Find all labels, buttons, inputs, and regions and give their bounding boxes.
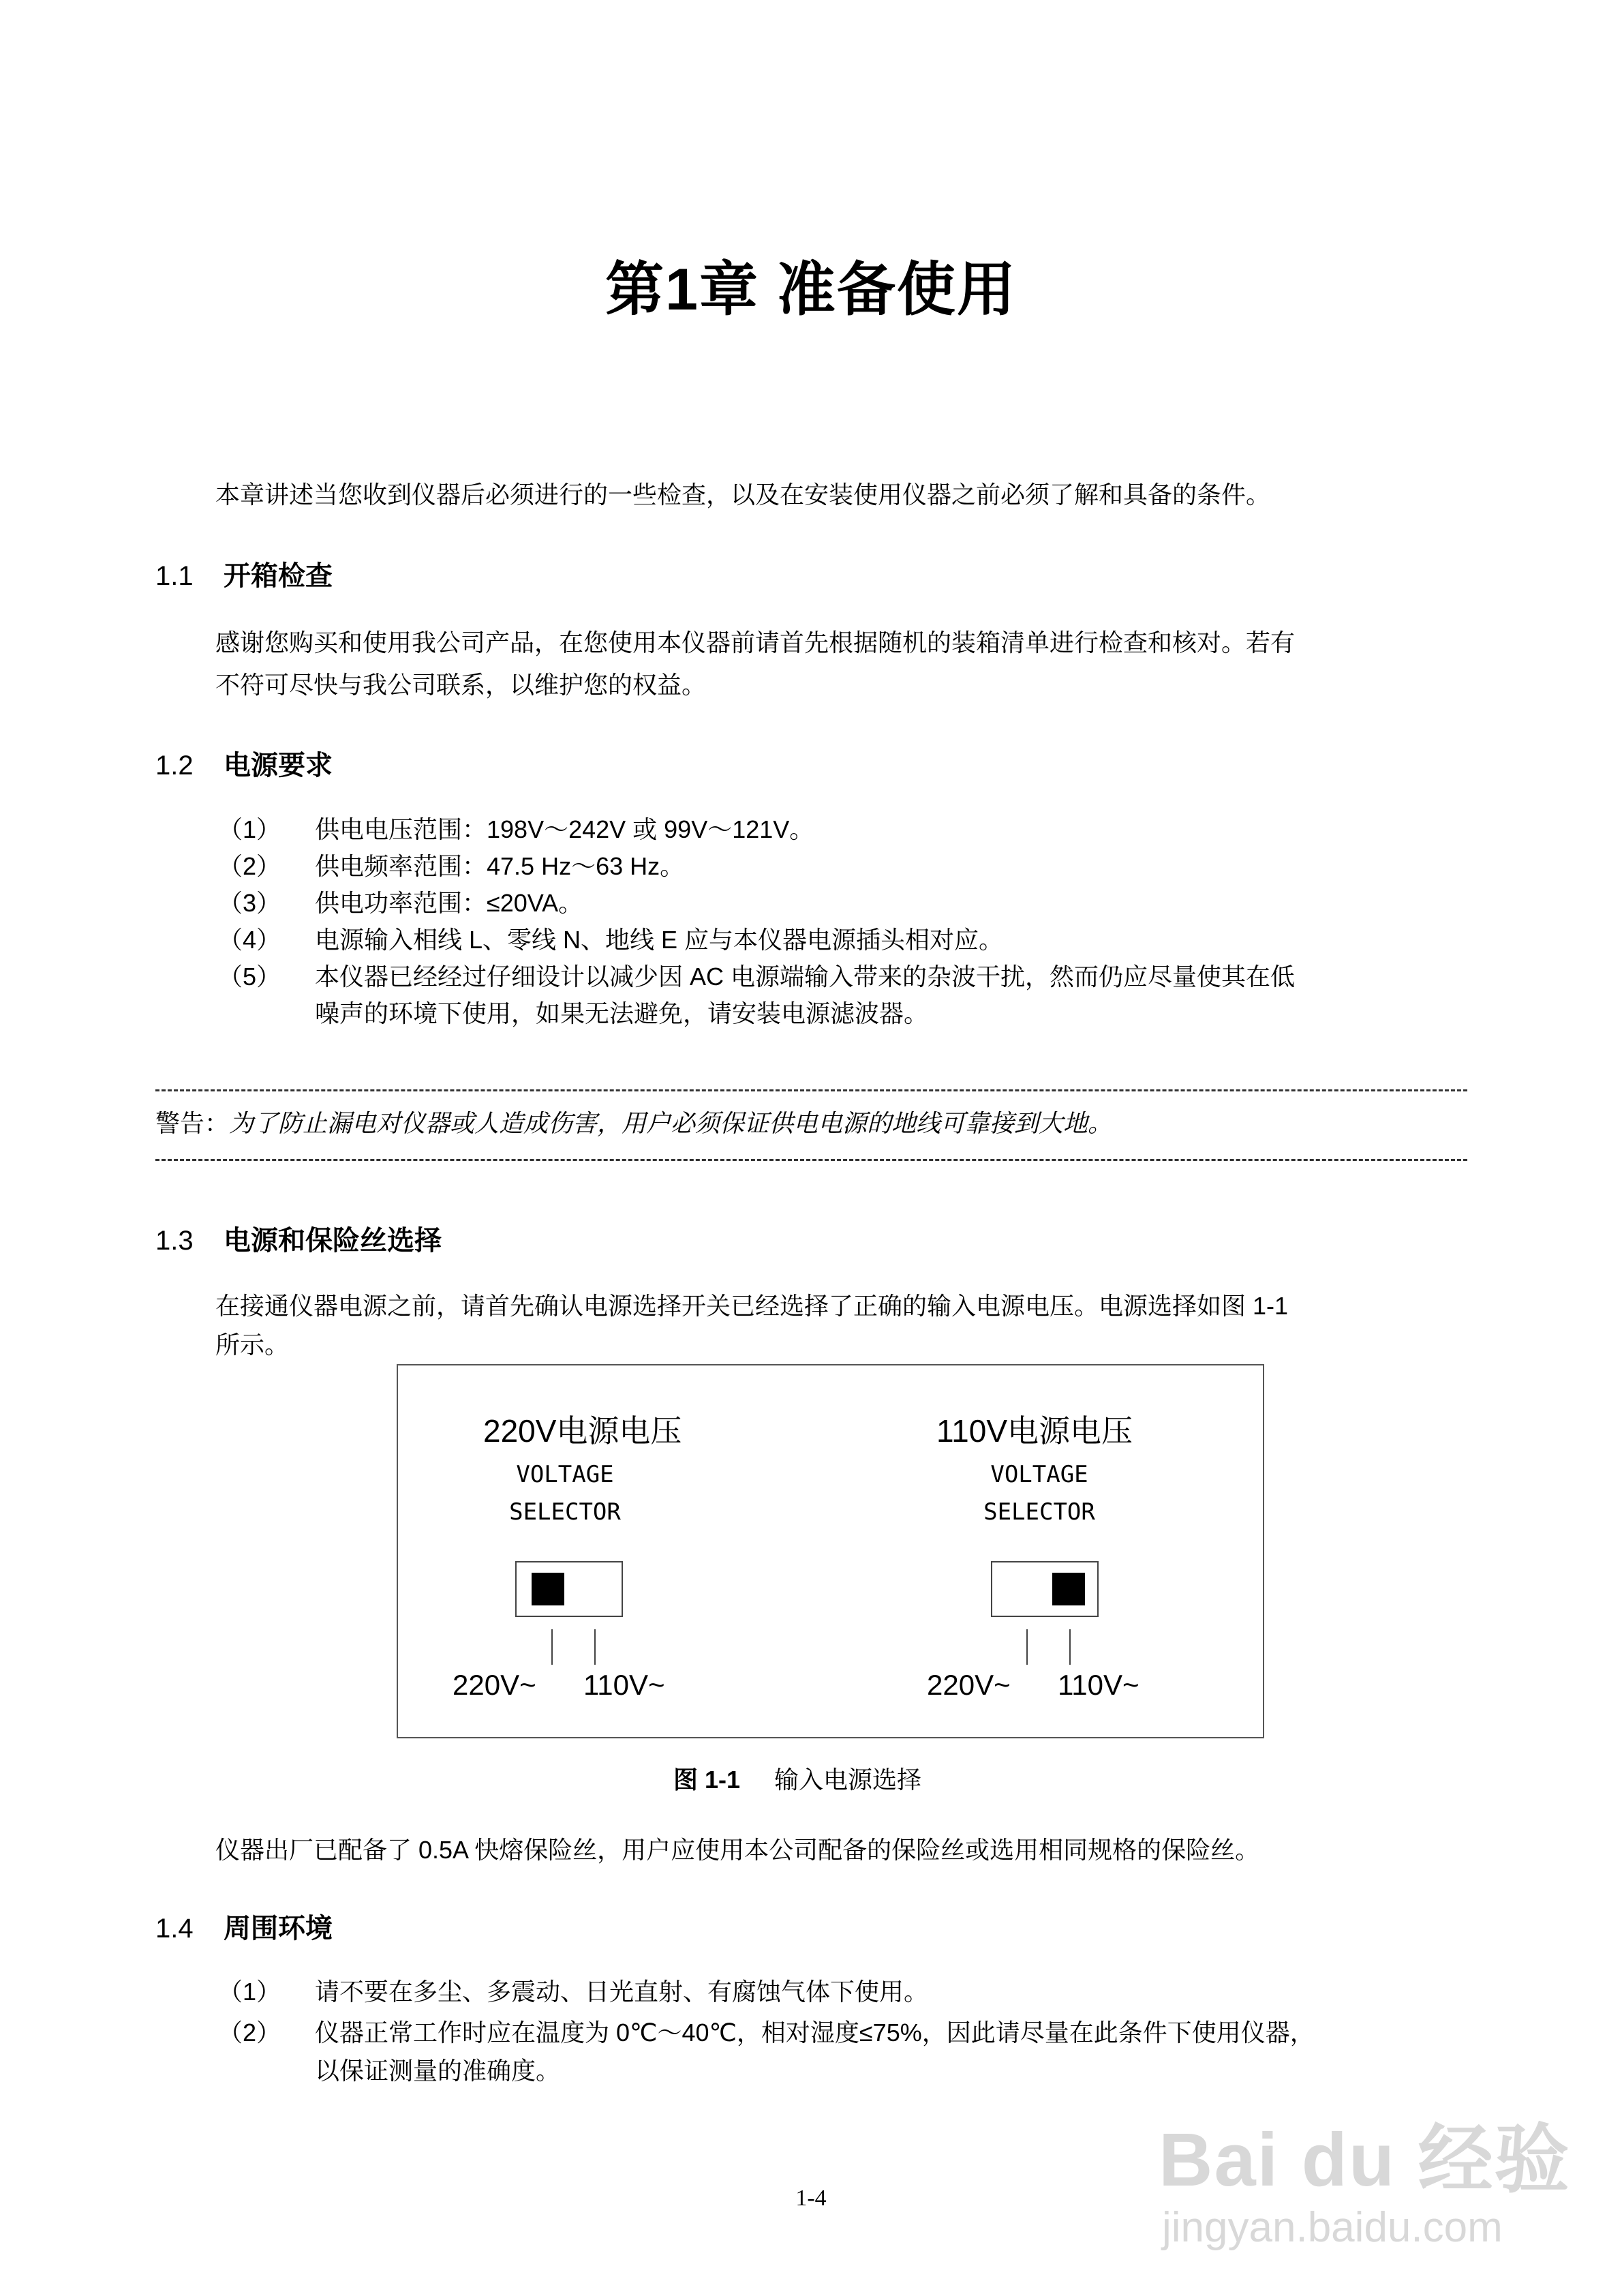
list-text-continued: 噪声的环境下使用，如果无法避免，请安装电源滤波器。	[315, 999, 929, 1027]
switch-knob	[1052, 1573, 1085, 1605]
list-item	[218, 2014, 1486, 2088]
list-item	[218, 848, 1486, 885]
list-text: 供电电压范围：198V～242V 或 99V～121V。	[315, 815, 814, 843]
list-text: 仪器正常工作时应在温度为 0℃～40℃，相对湿度≤75%，因此请尽量在此条件下使用仪器，	[315, 2019, 1315, 2046]
warning-label: 警告：	[155, 1109, 230, 1137]
section-1-3-line-1: 在接通仪器电源之前，请首先确认电源选择开关已经选择了正确的输入电源电压。电源选择如图 1-1	[215, 1292, 1289, 1320]
list-number: （3）	[218, 889, 281, 917]
warning-note	[155, 1104, 1112, 1139]
switch-knob	[532, 1573, 564, 1605]
list-text: 本仪器已经经过仔细设计以减少因 AC 电源端输入带来的杂波干扰，然而仍应尽量使其在低	[315, 963, 1296, 991]
list-text-continued: 以保证测量的准确度。	[315, 2057, 561, 2085]
switch-tick	[1069, 1629, 1071, 1665]
list-number: （1）	[218, 815, 281, 843]
section-heading-1-1	[155, 554, 333, 593]
figure-caption-number: 图 1-1	[673, 1766, 741, 1794]
section-title: 电源和保险丝选择	[224, 1226, 442, 1256]
baidu-watermark-logo: Bai du 经验	[1159, 2118, 1571, 2202]
warning-text: 为了防止漏电对仪器或人造成伤害，用户必须保证供电电源的地线可靠接到大地。	[229, 1110, 1113, 1138]
voltage-switch-right	[991, 1561, 1099, 1617]
figure-right-sub2: SELECTOR	[983, 1498, 1095, 1526]
section-number: 1.3	[155, 1226, 194, 1256]
list-item	[218, 922, 1486, 958]
section-number: 1.2	[155, 751, 194, 781]
list-number: （5）	[218, 963, 281, 991]
list-text: 电源输入相线 L、零线 N、地线 E 应与本仪器电源插头相对应。	[315, 926, 1004, 954]
voltage-switch-left	[515, 1561, 623, 1617]
list-item	[218, 811, 1486, 848]
section-heading-1-2	[155, 744, 333, 783]
list-text: 供电功率范围：≤20VA。	[315, 889, 583, 917]
section-title: 开箱检查	[224, 561, 333, 591]
list-number: （1）	[218, 1978, 281, 2006]
section-title: 周围环境	[224, 1914, 333, 1944]
voltage-selector-figure	[397, 1364, 1264, 1738]
section-1-1-line-1: 感谢您购买和使用我公司产品，在您使用本仪器前请首先根据随机的装箱清单进行检查和核对。若有	[215, 629, 1296, 656]
figure-left-title: 220V电源电压	[483, 1413, 682, 1449]
chapter-title: 第1章 准备使用	[605, 257, 1017, 322]
section-1-1-line-2: 不符可尽快与我公司联系，以维护您的权益。	[215, 671, 707, 699]
section-heading-1-4	[155, 1907, 333, 1946]
page-number: 1-4	[795, 2186, 827, 2211]
dashed-divider-top	[155, 1089, 1467, 1091]
list-item	[218, 1974, 1486, 2010]
list-item	[218, 958, 1486, 1032]
section-number: 1.1	[155, 561, 194, 591]
section-number: 1.4	[155, 1914, 194, 1944]
figure-caption	[673, 1761, 921, 1796]
figure-right-sub1: VOLTAGE	[990, 1461, 1088, 1488]
fuse-paragraph: 仪器出厂已配备了 0.5A 快熔保险丝，用户应使用本公司配备的保险丝或选用相同规格的保险丝。	[215, 1836, 1260, 1864]
baidu-watermark-url: jingyan.baidu.com	[1162, 2204, 1503, 2251]
label-110v: 110V~	[583, 1669, 665, 1701]
switch-tick	[594, 1629, 596, 1665]
switch-tick	[551, 1629, 553, 1665]
figure-right-title: 110V电源电压	[936, 1413, 1133, 1449]
list-number: （2）	[218, 852, 281, 880]
section-heading-1-3	[155, 1219, 442, 1258]
intro-paragraph: 本章讲述当您收到仪器后必须进行的一些检查，以及在安装使用仪器之前必须了解和具备的条件。	[215, 481, 1271, 509]
list-text: 请不要在多尘、多震动、日光直射、有腐蚀气体下使用。	[315, 1978, 929, 2006]
list-number: （4）	[218, 926, 281, 954]
list-number: （2）	[218, 2019, 281, 2046]
list-text: 供电频率范围：47.5 Hz～63 Hz。	[315, 852, 685, 880]
section-1-3-line-2: 所示。	[215, 1331, 290, 1359]
section-title: 电源要求	[224, 751, 333, 781]
figure-left-sub2: SELECTOR	[509, 1498, 621, 1526]
figure-left-sub1: VOLTAGE	[516, 1461, 614, 1488]
label-220v: 220V~	[453, 1669, 536, 1701]
figure-caption-text: 输入电源选择	[774, 1766, 922, 1794]
switch-tick	[1026, 1629, 1028, 1665]
label-220v: 220V~	[927, 1669, 1011, 1701]
list-item	[218, 885, 1486, 922]
label-110v: 110V~	[1058, 1669, 1139, 1701]
dashed-divider-bottom	[155, 1159, 1467, 1161]
